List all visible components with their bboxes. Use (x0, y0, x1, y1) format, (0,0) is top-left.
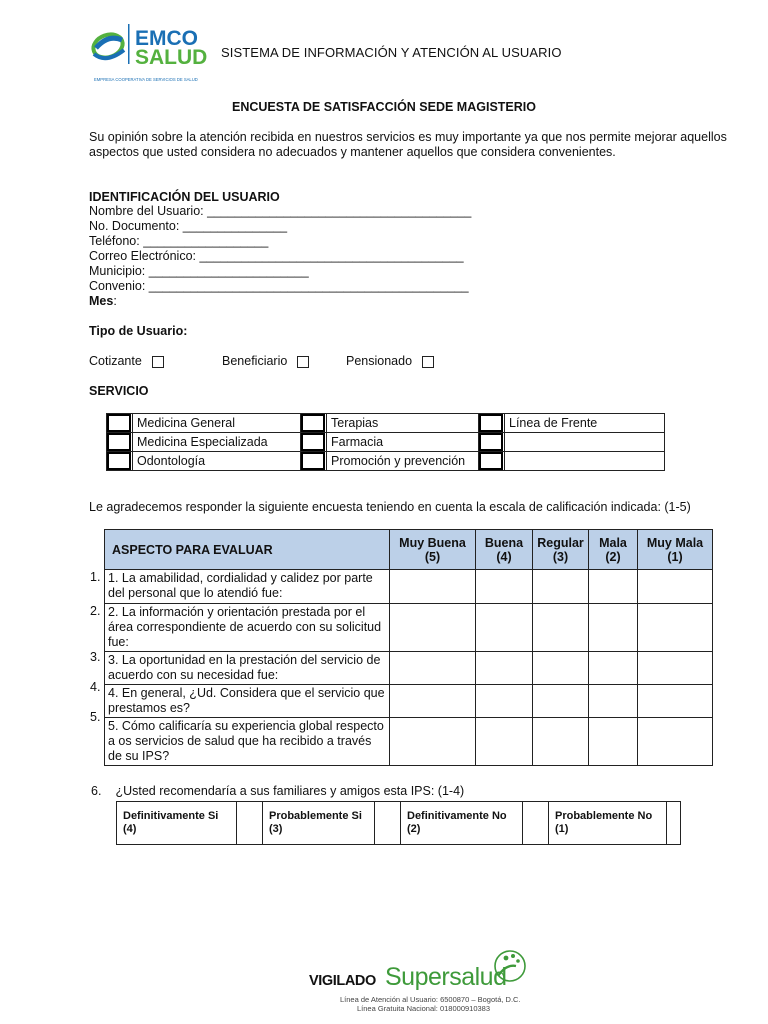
service-heading: SERVICIO (89, 384, 149, 398)
service-checkbox-empty[interactable] (479, 452, 505, 471)
rating-cell[interactable] (390, 652, 476, 685)
pensionado-checkbox[interactable] (422, 356, 434, 368)
rating-table (104, 529, 713, 766)
recommend-number: 6. (91, 784, 102, 798)
field-documento[interactable]: No. Documento: _______________ (89, 219, 288, 233)
pensionado-label: Pensionado (346, 354, 413, 368)
rating-cell[interactable] (533, 718, 589, 766)
rating-cell[interactable] (476, 652, 533, 685)
service-label: Medicina Especializada (133, 433, 301, 452)
rating-row (105, 604, 713, 652)
field-correo[interactable]: Correo Electrónico: ______________________________________ (89, 249, 464, 263)
rating-header-3: Regular (3) (533, 530, 589, 570)
question-text: 4. En general, ¿Ud. Considera que el servicio que prestamos es? (105, 685, 390, 718)
rating-cell[interactable] (589, 652, 638, 685)
rating-row (105, 570, 713, 604)
service-label: Farmacia (327, 433, 479, 452)
logo-text-salud: SALUD (135, 46, 208, 69)
beneficiario-checkbox[interactable] (297, 356, 309, 368)
service-checkbox-medicina-general[interactable] (107, 414, 133, 433)
emco-salud-logo (88, 20, 220, 86)
service-table (106, 413, 665, 471)
field-mes[interactable] (89, 294, 117, 309)
service-checkbox-odontologia[interactable] (107, 452, 133, 471)
survey-title: ENCUESTA DE SATISFACCIÓN SEDE MAGISTERIO (232, 100, 536, 114)
recommend-option: Probablemente No (1) (549, 802, 667, 845)
question-text: 2. La información y orientación prestada por el área correspondiente de acuerdo con su solicitud fue: (105, 604, 390, 652)
recommend-row (117, 802, 681, 845)
service-label: Línea de Frente (505, 414, 665, 433)
rating-cell[interactable] (390, 570, 476, 604)
service-checkbox-terapias[interactable] (301, 414, 327, 433)
system-title: SISTEMA DE INFORMACIÓN Y ATENCIÓN AL USUARIO (221, 45, 562, 60)
rating-cell[interactable] (589, 685, 638, 718)
logo-text-emco: EMCO (135, 27, 198, 50)
rating-cell[interactable] (589, 604, 638, 652)
field-convenio[interactable]: Convenio: ______________________________________________ (89, 279, 469, 293)
question-text: 3. La oportunidad en la prestación del servicio de acuerdo con su necesidad fue: (105, 652, 390, 685)
footer-phone-line: Línea de Atención al Usuario: 6500870 – Bogotá, D.C. (340, 995, 521, 1004)
service-label: Odontología (133, 452, 301, 471)
rating-cell[interactable] (533, 652, 589, 685)
field-telefono[interactable]: Teléfono: __________________ (89, 234, 269, 248)
rating-cell[interactable] (638, 718, 713, 766)
rating-header-1: Muy Mala (1) (638, 530, 713, 570)
identification-heading: IDENTIFICACIÓN DEL USUARIO (89, 190, 280, 204)
recommend-question (91, 784, 464, 798)
user-type-beneficiario (222, 354, 309, 368)
recommend-checkbox[interactable] (375, 802, 401, 845)
rating-cell[interactable] (390, 604, 476, 652)
service-label (505, 452, 665, 471)
recommend-option: Probablemente Si (3) (263, 802, 375, 845)
rating-header-5: Muy Buena (5) (390, 530, 476, 570)
service-row (107, 452, 665, 471)
rating-row (105, 718, 713, 766)
question-text: 5. Cómo calificaría su experiencia global respecto a os servicios de salud que ha recibido a través de su IPS? (105, 718, 390, 766)
service-checkbox-linea-frente[interactable] (479, 414, 505, 433)
service-checkbox-promocion[interactable] (301, 452, 327, 471)
rating-cell[interactable] (476, 570, 533, 604)
user-type-pensionado (346, 354, 434, 368)
rating-cell[interactable] (638, 604, 713, 652)
rating-cell[interactable] (476, 718, 533, 766)
supersalud-brand: Supersalud (385, 963, 507, 991)
field-municipio[interactable]: Municipio: _______________________ (89, 264, 309, 278)
rating-cell[interactable] (638, 652, 713, 685)
question-number: 2. (90, 604, 101, 618)
vigilado-label: VIGILADO (309, 973, 376, 989)
recommend-text: ¿Usted recomendaría a sus familiares y amigos esta IPS: (1-4) (115, 784, 465, 798)
rating-cell[interactable] (533, 685, 589, 718)
footer-toll-free-line: Línea Gratuita Nacional: 018000910383 (357, 1004, 491, 1013)
rating-cell[interactable] (476, 685, 533, 718)
service-checkbox-medicina-especializada[interactable] (107, 433, 133, 452)
rating-cell[interactable] (533, 570, 589, 604)
scale-note: Le agradecemos responder la siguiente encuesta teniendo en cuenta la escala de calificación indicada: (1-5) (89, 500, 691, 514)
logo-tagline: EMPRESA COOPERATIVA DE SERVICIOS DE SALUD (94, 77, 198, 82)
service-label: Terapias (327, 414, 479, 433)
rating-cell[interactable] (589, 570, 638, 604)
question-text: 1. La amabilidad, cordialidad y calidez por parte del personal que lo atendió fue: (105, 570, 390, 604)
rating-header-2: Mala (2) (589, 530, 638, 570)
question-number: 3. (90, 650, 101, 664)
service-checkbox-empty[interactable] (479, 433, 505, 452)
recommend-checkbox[interactable] (667, 802, 681, 845)
question-number: 5. (90, 710, 101, 724)
recommend-table (116, 801, 681, 845)
rating-cell[interactable] (638, 570, 713, 604)
user-type-heading: Tipo de Usuario: (89, 324, 188, 338)
intro-paragraph: Su opinión sobre la atención recibida en nuestros servicios es muy importante ya que nos permite mejorar aquellos aspectos que usted considera no adecuados y mantener aquellos que considera convenientes. (89, 130, 727, 159)
rating-header-row (105, 530, 713, 570)
rating-header-4: Buena (4) (476, 530, 533, 570)
mes-colon: : (113, 294, 117, 308)
rating-row (105, 652, 713, 685)
rating-cell[interactable] (476, 604, 533, 652)
service-label (505, 433, 665, 452)
recommend-option: Definitivamente No (2) (401, 802, 523, 845)
service-checkbox-farmacia[interactable] (301, 433, 327, 452)
rating-header-aspect: ASPECTO PARA EVALUAR (105, 530, 390, 570)
question-number: 1. (90, 570, 101, 584)
service-label: Medicina General (133, 414, 301, 433)
mes-label: Mes (89, 294, 114, 308)
recommend-checkbox[interactable] (237, 802, 263, 845)
service-row (107, 414, 665, 433)
cotizante-checkbox[interactable] (152, 356, 164, 368)
beneficiario-label: Beneficiario (222, 354, 288, 368)
service-label: Promoción y prevención (327, 452, 479, 471)
field-nombre[interactable]: Nombre del Usuario: ______________________________________ (89, 204, 472, 218)
recommend-option: Definitivamente Si (4) (117, 802, 237, 845)
cotizante-label: Cotizante (89, 354, 142, 368)
rating-cell[interactable] (533, 604, 589, 652)
rating-cell[interactable] (638, 685, 713, 718)
question-number: 4. (90, 680, 101, 694)
service-row (107, 433, 665, 452)
user-type-cotizante (89, 354, 164, 368)
rating-cell[interactable] (589, 718, 638, 766)
recommend-checkbox[interactable] (523, 802, 549, 845)
rating-cell[interactable] (390, 718, 476, 766)
rating-row (105, 685, 713, 718)
rating-cell[interactable] (390, 685, 476, 718)
